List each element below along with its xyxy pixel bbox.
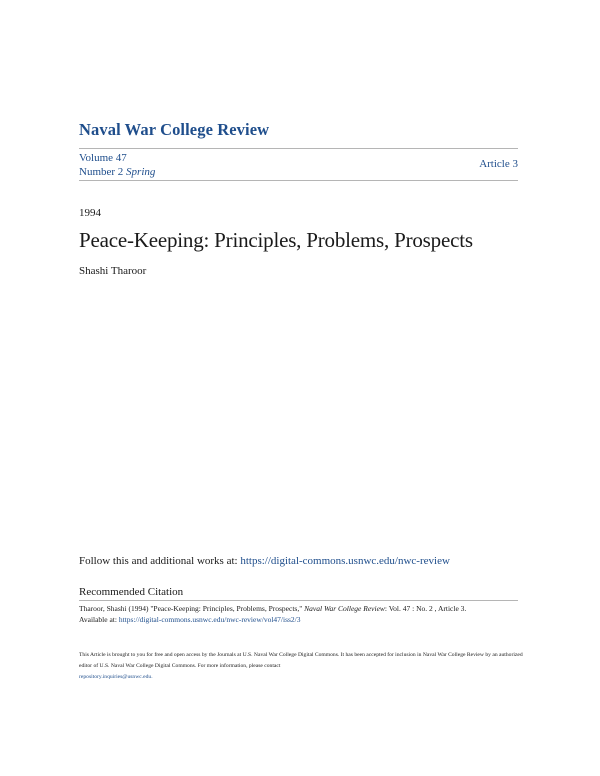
availability-line (79, 614, 519, 625)
recommended-rule (79, 600, 518, 601)
access-notice (79, 650, 524, 683)
number-line[interactable] (79, 165, 155, 179)
citation-suffix: : Vol. 47 : No. 2 , Article 3. (384, 604, 467, 613)
journal-title[interactable]: Naval War College Review (79, 120, 270, 139)
available-link[interactable]: https://digital-commons.usnwc.edu/nwc-review/vol47/iss2/3 (118, 615, 301, 624)
header-bottom-rule (79, 180, 518, 181)
publication-year: 1994 (79, 207, 101, 219)
volume-link[interactable]: Volume 47 (79, 152, 127, 164)
citation-block (79, 603, 519, 625)
follow-label: Follow this and additional works at: (79, 555, 241, 567)
follow-line (79, 555, 450, 567)
volume-block (79, 151, 155, 179)
available-label: Available at: (79, 615, 119, 624)
contact-email-link[interactable]: repository.inquiries@usnwc.edu. (79, 674, 153, 680)
follow-link[interactable]: https://digital-commons.usnwc.edu/nwc-review (240, 555, 450, 567)
header-top-rule (79, 148, 518, 149)
citation-journal: Naval War College Review (304, 604, 385, 613)
author-name[interactable]: Shashi Tharoor (79, 265, 147, 277)
number-label: Number 2 (79, 166, 124, 178)
notice-text: This Article is brought to you for free and open access by the Journals at U.S. Naval War College Digital Commons. It has been accepted for inclusion in Naval War College Review by an authorized editor of U.S. Naval War College Digital Commons. For more information, please contact (79, 652, 523, 669)
citation-text (79, 603, 519, 614)
article-number: Article 3 (479, 158, 518, 170)
citation-prefix: Tharoor, Shashi (1994) "Peace-Keeping: Principles, Problems, Prospects," (79, 604, 305, 613)
recommended-heading: Recommended Citation (79, 586, 184, 598)
season-label: Spring (126, 166, 156, 178)
article-title: Peace-Keeping: Principles, Problems, Prospects (79, 228, 473, 252)
